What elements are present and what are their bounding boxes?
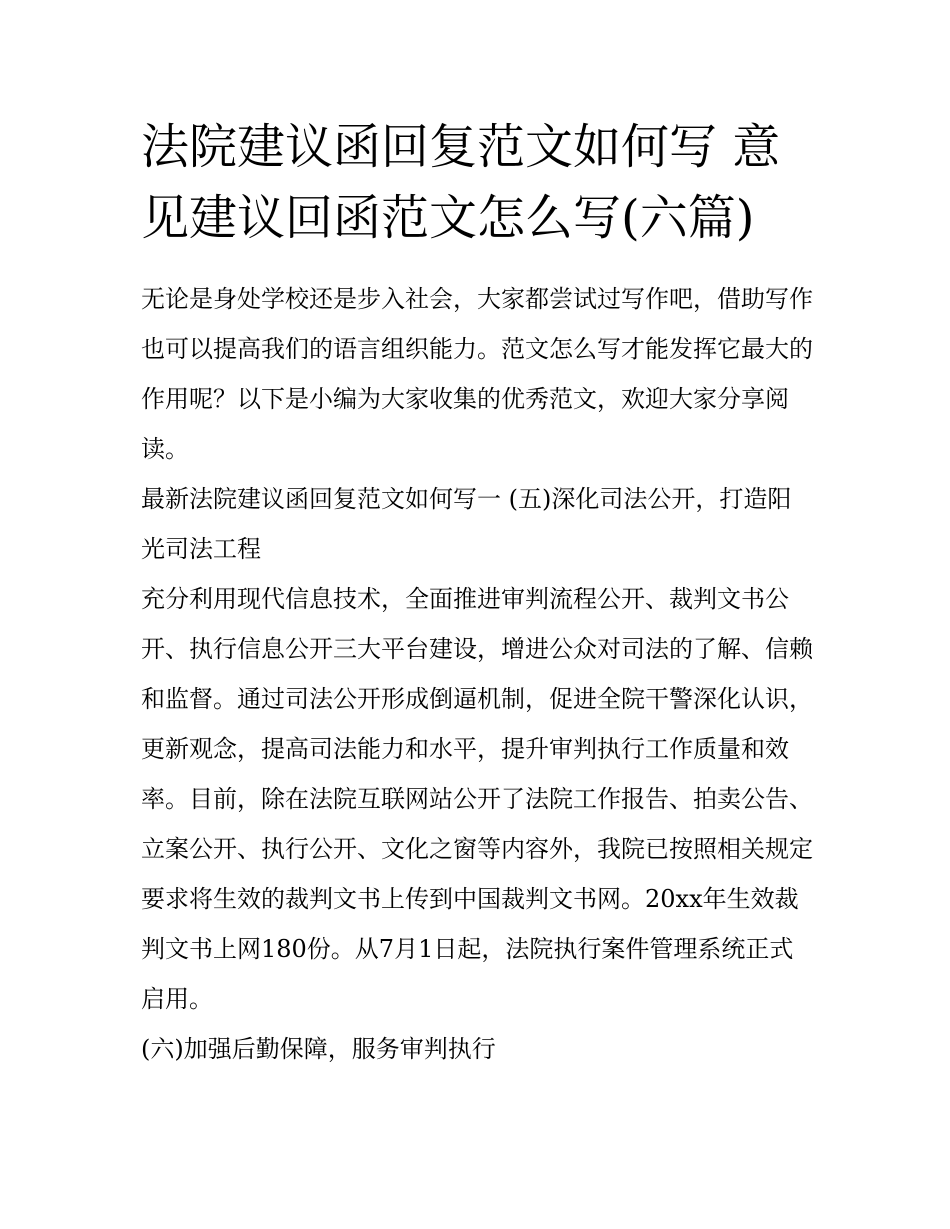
body-paragraph: 充分利用现代信息技术，全面推进审判流程公开、裁判文书公开、执行信息公开三大平台建设，增进公众对司法的了解、信赖和监督。通过司法公开形成倒逼机制，促进全院干警深化认识，更新观念，提高司法能力和水平，提升审判执行工作质量和效率。目前，除在法院互联网站公开了法院工作报告、拍卖公告、立案公开、执行公开、文化之窗等内容外，我院已按照相关规定要求将生效的裁判文书上传到中国裁判文书网。20xx年生效裁判文书上网180份。从7月1日起，法院执行案件管理系统正式启用。 — [141, 585, 813, 1013]
document-body — [141, 112, 813, 1074]
intro-paragraph: 无论是身处学校还是步入社会，大家都尝试过写作吧，借助写作也可以提高我们的语言组织能力。范文怎么写才能发挥它最大的作用呢？以下是小编为大家收集的优秀范文，欢迎大家分享阅读。 — [141, 285, 813, 463]
section-heading-six: (六)加强后勤保障，服务审判执行 — [141, 1035, 496, 1063]
document-title: 法院建议函回复范文如何写 意见建议回函范文怎么写(六篇) — [141, 119, 781, 246]
section-heading-first: 最新法院建议函回复范文如何写一 (五)深化司法公开，打造阳光司法工程 — [141, 485, 792, 563]
